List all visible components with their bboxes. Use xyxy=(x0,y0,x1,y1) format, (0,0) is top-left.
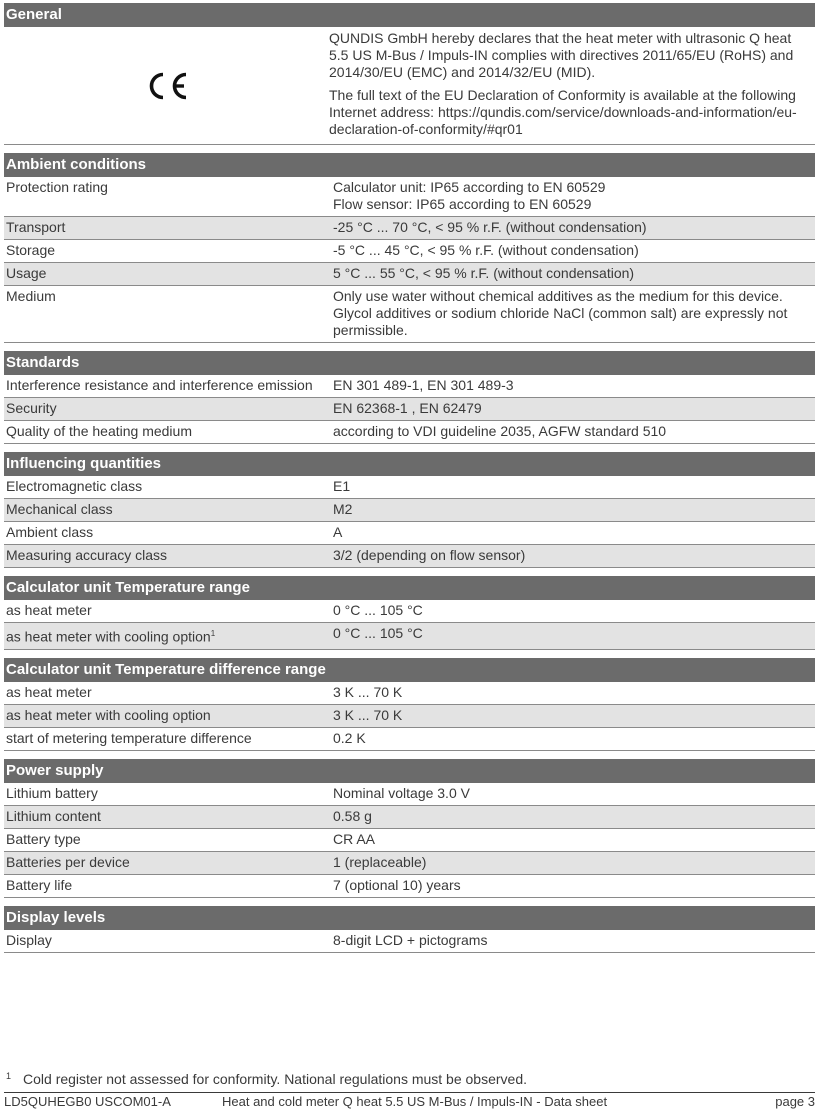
row-value: 3/2 (depending on flow sensor) xyxy=(333,547,526,563)
section-header: Display levels xyxy=(4,906,815,930)
footnote xyxy=(4,1071,527,1087)
ce-mark-icon xyxy=(144,71,188,101)
row-label: Interference resistance and interference emission xyxy=(6,377,313,393)
row-label: as heat meter xyxy=(6,602,92,618)
row-label: Protection rating xyxy=(6,179,108,195)
table-row xyxy=(4,217,815,240)
table-row xyxy=(4,177,815,217)
conformity-link-text: The full text of the EU Declaration of Conformity is available at the following Internet address: https://qundis.com/service/downloads-and-information/eu-declaration-of-conformity/#qr01 xyxy=(329,87,797,137)
row-value: 0 °C ... 105 °C xyxy=(333,625,423,641)
section-ambient-conditions xyxy=(4,153,815,343)
footnote-mark: 1 xyxy=(6,1071,12,1081)
section-header: Influencing quantities xyxy=(4,452,815,476)
row-value: -25 °C ... 70 °C, < 95 % r.F. (without condensation) xyxy=(333,219,647,235)
document-title: Heat and cold meter Q heat 5.5 US M-Bus / Impuls-IN - Data sheet xyxy=(222,1094,608,1109)
row-label xyxy=(4,623,331,649)
row-value: 0 °C ... 105 °C xyxy=(333,602,423,618)
general-row xyxy=(4,27,815,145)
row-value: 8-digit LCD + pictograms xyxy=(333,931,488,948)
row-label: Storage xyxy=(6,242,56,258)
row-value: Only use water without chemical additives as the medium for this device. Glycol additives or sodium chloride NaCl (common salt) are expressly not permissible. xyxy=(333,288,788,338)
section-temperature-difference-range xyxy=(4,658,815,751)
section-general xyxy=(4,3,815,145)
row-value: CR AA xyxy=(333,830,376,847)
table-row xyxy=(4,852,815,875)
row-label-text: as heat meter with cooling option xyxy=(6,628,211,645)
page-footer xyxy=(4,1092,815,1110)
row-label: as heat meter with cooling option xyxy=(6,706,211,723)
page-number: page 3 xyxy=(775,1094,815,1109)
section-header: Power supply xyxy=(4,759,815,783)
row-label: Lithium battery xyxy=(6,784,98,801)
row-label: Battery type xyxy=(6,830,81,847)
row-value: E1 xyxy=(333,478,351,494)
row-value-line: Calculator unit: IP65 according to EN 60529 xyxy=(333,179,606,195)
row-label: Measuring accuracy class xyxy=(6,547,168,563)
row-label: Quality of the heating medium xyxy=(6,423,192,439)
section-temperature-range xyxy=(4,576,815,650)
footnote-reference: 1 xyxy=(210,629,216,638)
footnote-text: Cold register not assessed for conformity. National regulations must be observed. xyxy=(23,1071,528,1087)
row-label: start of metering temperature difference xyxy=(6,729,252,746)
row-label: Medium xyxy=(6,288,56,304)
row-label: Security xyxy=(6,400,57,416)
table-row xyxy=(4,806,815,829)
row-value: 0.58 g xyxy=(333,807,372,824)
table-row xyxy=(4,499,815,522)
table-row xyxy=(4,240,815,263)
row-value: A xyxy=(333,524,343,540)
table-row xyxy=(4,728,815,751)
table-row xyxy=(4,398,815,421)
table-row xyxy=(4,705,815,728)
table-row xyxy=(4,930,815,953)
table-row xyxy=(4,263,815,286)
row-value: EN 62368-1 , EN 62479 xyxy=(333,400,482,416)
section-standards xyxy=(4,351,815,444)
table-row xyxy=(4,783,815,806)
row-label: Batteries per device xyxy=(6,853,130,870)
row-label: Transport xyxy=(6,219,66,235)
row-label: Battery life xyxy=(6,876,73,893)
row-value: -5 °C ... 45 °C, < 95 % r.F. (without condensation) xyxy=(333,242,639,258)
section-header: Ambient conditions xyxy=(4,153,815,177)
section-header: Calculator unit Temperature range xyxy=(4,576,815,600)
table-row xyxy=(4,545,815,568)
section-display-levels xyxy=(4,906,815,953)
row-value: 3 K ... 70 K xyxy=(333,683,403,700)
table-row xyxy=(4,829,815,852)
row-label: as heat meter xyxy=(6,683,92,700)
row-value: 3 K ... 70 K xyxy=(333,706,403,723)
conformity-declaration: QUNDIS GmbH hereby declares that the heat meter with ultrasonic Q heat 5.5 US M-Bus / Impuls-IN complies with directives 2011/65/EU (RoHS) and 2014/30/EU (EMC) and 2014/32/EU (MID). xyxy=(329,30,794,80)
row-value: 1 (replaceable) xyxy=(333,853,427,870)
row-label: Electromagnetic class xyxy=(6,478,143,494)
section-header: Calculator unit Temperature difference range xyxy=(4,658,815,682)
table-row xyxy=(4,421,815,444)
table-row xyxy=(4,682,815,705)
table-row xyxy=(4,875,815,898)
table-row xyxy=(4,476,815,499)
row-label: Ambient class xyxy=(6,524,94,540)
row-value: Nominal voltage 3.0 V xyxy=(333,784,470,801)
table-row xyxy=(4,522,815,545)
document-id: LD5QUHEGB0 USCOM01-A xyxy=(4,1094,171,1109)
row-value: 0.2 K xyxy=(333,729,366,746)
row-label: Display xyxy=(6,931,52,948)
general-text xyxy=(327,27,815,144)
table-row xyxy=(4,286,815,343)
section-influencing-quantities xyxy=(4,452,815,568)
section-power-supply xyxy=(4,759,815,898)
table-row xyxy=(4,623,815,650)
row-value: M2 xyxy=(333,501,353,517)
row-value: 5 °C ... 55 °C, < 95 % r.F. (without condensation) xyxy=(333,265,635,281)
row-label: Mechanical class xyxy=(6,501,113,517)
section-header: Standards xyxy=(4,351,815,375)
section-header: General xyxy=(4,3,815,27)
table-row xyxy=(4,600,815,623)
row-value: 7 (optional 10) years xyxy=(333,876,461,893)
row-label: Usage xyxy=(6,265,47,281)
row-value: EN 301 489-1, EN 301 489-3 xyxy=(333,377,514,393)
row-value xyxy=(331,177,815,216)
ce-mark-cell xyxy=(4,27,327,144)
row-value: according to VDI guideline 2035, AGFW standard 510 xyxy=(333,423,667,439)
table-row xyxy=(4,375,815,398)
data-sheet xyxy=(4,3,815,961)
row-value-line: Flow sensor: IP65 according to EN 60529 xyxy=(333,196,592,212)
row-label: Lithium content xyxy=(6,807,101,824)
